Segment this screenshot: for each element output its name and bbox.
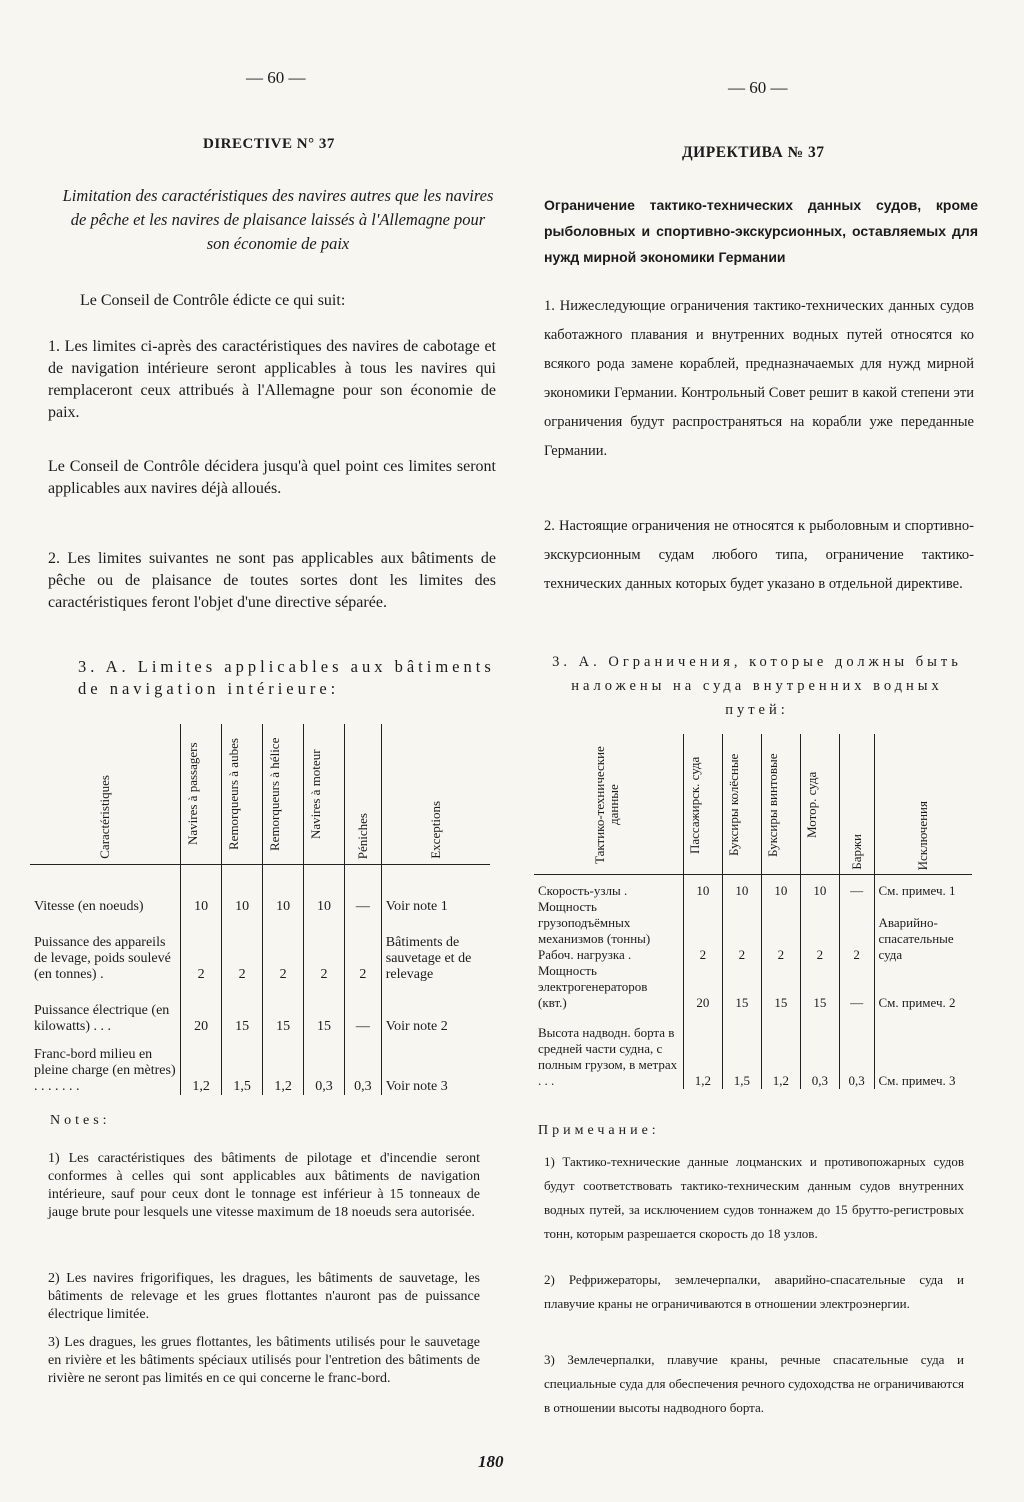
left-cell: 20 [181, 983, 222, 1035]
table-row [534, 1011, 972, 1089]
table-row [30, 1035, 490, 1095]
right-th-6: Исключения [915, 800, 931, 870]
left-th-4: Navires à moteur [308, 749, 324, 839]
table-row [534, 875, 972, 899]
right-exception: См. примеч. 2 [874, 963, 972, 1011]
left-th-6: Exceptions [427, 801, 443, 859]
right-paragraph-1: 1. Нижеследующие ограничения тактико-технических данных судов каботажного плавания и внутренних водных путей относятся ко всякого рода замене кораблей, предназначаемых для нужд мирной экономики Германии. Контрольный Совет решит в какой степени эти ограничения будут распространяться на корабли уже переданные Германии. [544, 298, 974, 459]
footer-page-number: 180 [478, 1452, 504, 1471]
left-cell: — [345, 865, 382, 915]
table-row [30, 915, 490, 983]
right-th-4: Мотор. суда [803, 771, 819, 839]
left-note-3: 3) Les dragues, les grues flottantes, les bâtiments utilisés pour le sauvetage en rivière et les bâtiments spéciaux utilisés pour l'entretion des bâtiments de rivière ne seront pas limités en ce qui concerne le franc-bord. [48, 1335, 480, 1386]
left-row-1-label: Puissance des appareils de levage, poids soulevé (en tonnes) . [34, 934, 171, 982]
right-cell: 2 [683, 899, 722, 963]
left-note-2: 2) Les navires frigorifiques, les dragues, les bâtiments de sauvetage, les bâtiments de relevage et les grues flottantes n'auront pas de puissance électrique limitée. [48, 1271, 480, 1322]
right-cell: 10 [722, 875, 761, 899]
left-cell: 0,3 [345, 1035, 382, 1095]
left-row-3-label: Franc-bord milieu en pleine charge (en mètres) . . . . . . . [34, 1046, 176, 1094]
left-cell: 15 [263, 983, 304, 1035]
right-cell: 2 [722, 899, 761, 963]
right-row-2-label: Мощность электрогенераторов (квт.) [538, 962, 648, 1010]
left-paragraph-1b: Le Conseil de Contrôle décidera jusqu'à quel point ces limites seront applicables aux navires déjà alloués. [48, 458, 496, 497]
right-page-number: — 60 — [728, 78, 788, 97]
table-row [30, 983, 490, 1035]
right-exception: Аварийно-спасательные суда [874, 899, 972, 963]
right-cell: 2 [761, 899, 800, 963]
left-cell: 2 [345, 915, 382, 983]
table-row [534, 963, 972, 1011]
left-cell: 10 [263, 865, 304, 915]
right-exception: См. примеч. 1 [874, 875, 972, 899]
left-exception: Voir note 3 [381, 1035, 490, 1095]
left-cell: 15 [222, 983, 263, 1035]
left-th-0: Caractéristiques [97, 775, 113, 859]
right-th-2: Буксиры колёсные [725, 753, 741, 857]
left-cell: — [345, 983, 382, 1035]
right-cell: — [839, 875, 874, 899]
right-cell: 15 [761, 963, 800, 1011]
left-cell: 2 [304, 915, 345, 983]
right-exception: См. примеч. 3 [874, 1011, 972, 1089]
left-th-5: Péniches [354, 812, 370, 859]
left-paragraph-3: 3. A. Limites applicables aux bâtiments de navigation intérieure: [78, 657, 495, 698]
left-note-1: 1) Les caractéristiques des bâtiments de pilotage et d'incendie seront conformes à celles qui sont applicables aux bâtiments de navigation intérieure, sauf pour ceux dont le tonnage est inférieur à 15 tonneaux de jauge brute pour lesquels une vitesse maximum de 18 noeuds sera autorisée. [48, 1151, 480, 1220]
right-subtitle: Ограничение тактико-технических данных судов, кроме рыболовных и спортивно-экскурсионных, оставляемых для нужд мирной экономики Германии [544, 197, 978, 265]
left-cell: 0,3 [304, 1035, 345, 1095]
left-cell: 2 [181, 915, 222, 983]
right-cell: 1,5 [722, 1011, 761, 1089]
right-limits-table [534, 734, 972, 1089]
left-page-number: — 60 — [246, 68, 306, 87]
left-cell: 1,5 [222, 1035, 263, 1095]
left-row-2-label: Puissance électrique (en kilowatts) . . . [34, 1002, 170, 1034]
left-th-2: Remorqueurs à aubes [226, 738, 242, 850]
left-paragraph-1: 1. Les limites ci-après des caractéristiques des navires de cabotage et de navigation intérieure seront applicables à tous les navires qui remplaceront ceux attribués à l'Allemagne pour son économie de paix. [48, 338, 496, 421]
right-cell: 2 [839, 899, 874, 963]
right-cell: 1,2 [761, 1011, 800, 1089]
right-cell: 2 [800, 899, 839, 963]
table-row [534, 899, 972, 963]
right-th-3: Буксиры винтовые [764, 753, 780, 857]
left-cell: 1,2 [263, 1035, 304, 1095]
right-paragraph-2: 2. Настоящие ограничения не относятся к рыболовным и спортивно-экскурсионным судам любого типа, ограничение тактико-технических данных которых будет указано в отдельной директиве. [544, 518, 974, 592]
left-exception: Voir note 1 [381, 865, 490, 915]
left-cell: 10 [222, 865, 263, 915]
right-cell: — [839, 963, 874, 1011]
left-intro: Le Conseil de Contrôle édicte ce qui suit: [80, 292, 346, 309]
right-note-3: 3) Землечерпалки, плавучие краны, речные спасательные суда и специальные суда для обеспечения речного судоходства не ограничиваются в отношении высоты надводного борта. [544, 1352, 964, 1415]
right-row-1-label: Мощность грузоподъёмных механизмов (тонны) Рабоч. нагрузка . [538, 898, 651, 962]
right-cell: 20 [683, 963, 722, 1011]
left-th-1: Navires à passagers [185, 742, 201, 846]
right-cell: 15 [722, 963, 761, 1011]
right-row-0-label: Скорость-узлы . [538, 882, 628, 898]
right-note-1: 1) Тактико-технические данные лоцманских и противопожарных судов будут соответствовать тактико-техническим данным судов внутренних водных путей, за исключением судов тоннажем до 15 брутто-регистровых тонн, которым разрешается скорость до 18 узлов. [544, 1154, 964, 1241]
right-cell: 0,3 [800, 1011, 839, 1089]
left-limits-table [30, 724, 490, 1095]
left-th-3: Remorqueurs à hélice [267, 737, 283, 851]
left-exception: Voir note 2 [381, 983, 490, 1035]
left-cell: 2 [222, 915, 263, 983]
left-cell: 10 [181, 865, 222, 915]
left-cell: 2 [263, 915, 304, 983]
left-paragraph-2: 2. Les limites suivantes ne sont pas applicables aux bâtiments de pêche ou de plaisance de toutes sortes dont les limites des caractéristiques feront l'objet d'une directive séparée. [48, 550, 496, 611]
left-notes-title: Notes: [50, 1113, 111, 1128]
right-cell: 10 [761, 875, 800, 899]
left-cell: 10 [304, 865, 345, 915]
right-note-2: 2) Рефрижераторы, землечерпалки, аварийно-спасательные суда и плавучие краны не ограничиваются в отношении электроэнергии. [544, 1272, 964, 1311]
left-cell: 15 [304, 983, 345, 1035]
right-cell: 0,3 [839, 1011, 874, 1089]
table-row [30, 865, 490, 915]
left-heading: DIRECTIVE N° 37 [203, 136, 335, 152]
left-row-0-label: Vitesse (en noeuds) [34, 898, 144, 914]
right-cell: 1,2 [683, 1011, 722, 1089]
left-exception: Bâtiments de sauvetage et de relevage [381, 915, 490, 983]
right-paragraph-3: 3. А. Ограничения, которые должны быть наложены на суда внутренних водных путей: [552, 654, 962, 718]
right-row-3-label: Высота надводн. борта в средней части судна, с полным грузом, в метрах . . . [538, 1024, 678, 1088]
right-th-5: Баржи [848, 834, 864, 870]
right-th-0: Тактико-технические данные [592, 746, 622, 864]
right-cell: 10 [683, 875, 722, 899]
right-heading: ДИРЕКТИВА № 37 [682, 144, 825, 161]
left-subtitle: Limitation des caractéristiques des navires autres que les navires de pêche et les navires de plaisance laissés à l'Allemagne pour son économie de paix [62, 186, 494, 253]
right-th-1: Пассажирск. суда [686, 756, 702, 854]
right-cell: 15 [800, 963, 839, 1011]
left-cell: 1,2 [181, 1035, 222, 1095]
right-notes-title: Примечание: [538, 1123, 660, 1138]
right-cell: 10 [800, 875, 839, 899]
